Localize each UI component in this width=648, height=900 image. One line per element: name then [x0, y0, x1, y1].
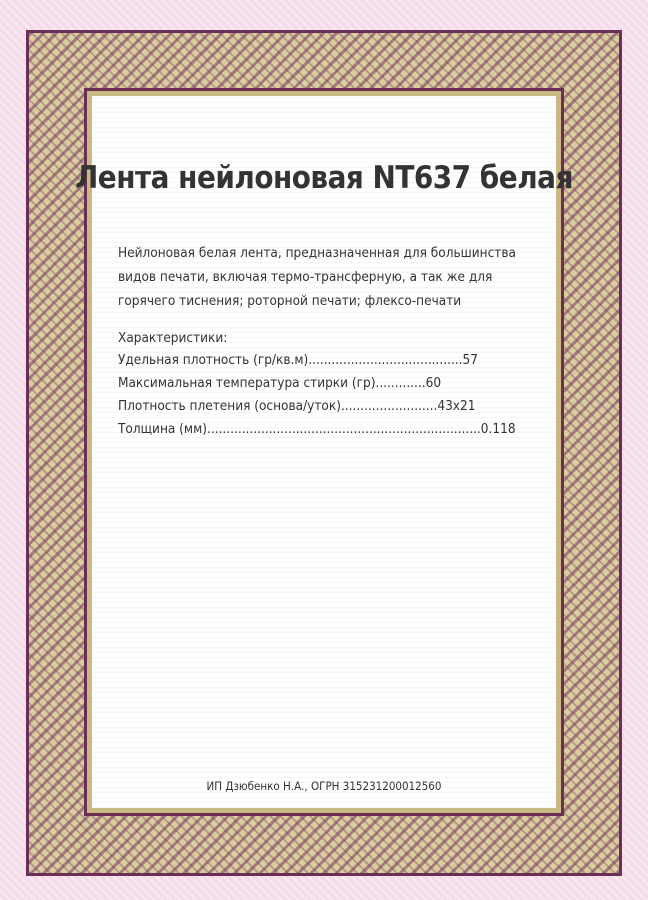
spec-row-weave: [118, 394, 476, 418]
spec-name: Удельная плотность (гр/кв.м): [118, 352, 309, 368]
spec-name: Толщина (мм): [118, 421, 207, 437]
spec-name: Максимальная температура стирки (гр): [118, 375, 376, 391]
spec-dots: .............: [375, 375, 426, 391]
description-line: Нейлоновая белая лента, предназначенная для большинства: [118, 245, 516, 261]
product-description: [118, 241, 538, 313]
spec-row-temperature: [118, 371, 442, 395]
description-line: видов печати, включая термо-трансферную, а так же для: [118, 269, 493, 285]
content-paper: [92, 96, 556, 808]
spec-name: Плотность плетения (основа/уток): [118, 398, 341, 414]
company-footer: ИП Дзюбенко Н.А., ОГРН 315231200012560: [206, 779, 442, 793]
spec-row-thickness: [118, 417, 516, 441]
spec-row-density: [118, 348, 478, 372]
product-title: Лента нейлоновая NT637 белая: [75, 160, 573, 196]
characteristics-heading: Характеристики:: [118, 330, 228, 346]
spec-value: 60: [425, 375, 442, 391]
spec-value: 43x21: [437, 398, 476, 414]
spec-value: 0.118: [480, 421, 516, 437]
spec-dots: ........................................: [308, 352, 463, 368]
spec-dots: .......................................................................: [207, 421, 481, 437]
description-line: горячего тиснения; роторной печати; флексо-печати: [118, 293, 462, 309]
spec-value: 57: [462, 352, 478, 368]
spec-dots: .........................: [340, 398, 438, 414]
